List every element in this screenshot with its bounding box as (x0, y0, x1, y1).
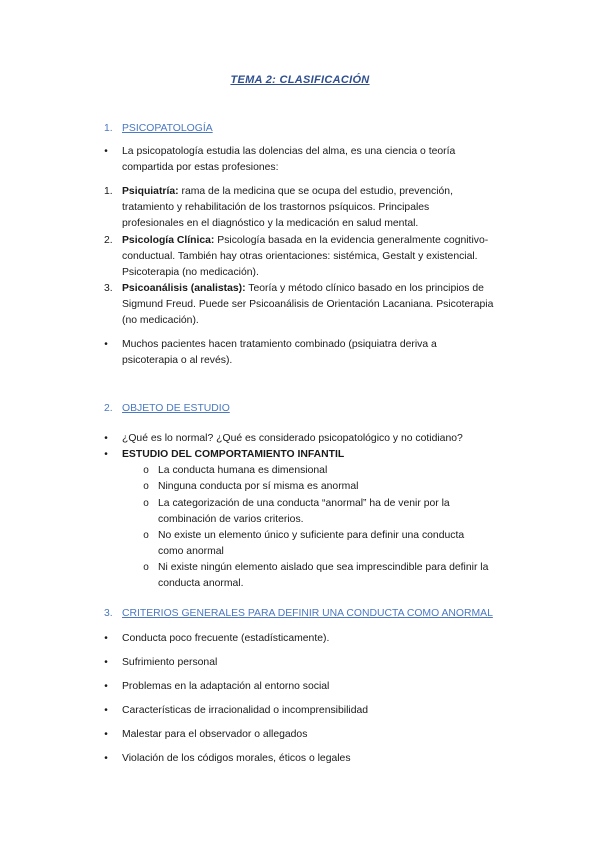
circle-bullet-icon: o (143, 498, 149, 509)
section-label: OBJETO DE ESTUDIO (122, 403, 230, 414)
section-number: 2. (104, 403, 113, 414)
text-line: (no medicación). (122, 315, 199, 326)
text-line: Violación de los códigos morales, éticos o legales (122, 753, 351, 764)
section-number: 3. (104, 608, 113, 619)
text-line: La conducta humana es dimensional (158, 465, 328, 476)
page-title: TEMA 2: CLASIFICACIÓN (230, 74, 370, 86)
item-text: Psicología basada en la evidencia generalmente cognitivo- (214, 235, 489, 246)
item-text: Teoría y método clínico basado en los principios de (245, 283, 484, 294)
item-number: 2. (104, 235, 113, 246)
bullet-icon: • (104, 681, 108, 692)
bullet-icon: • (104, 657, 108, 668)
text-line: Ni existe ningún elemento aislado que sea imprescindible para definir la (158, 562, 489, 573)
bullet-icon: • (104, 433, 108, 444)
text-line: No existe un elemento único y suficiente para definir una conducta (158, 530, 465, 541)
bullet-icon: • (104, 146, 108, 157)
bullet-icon: • (104, 729, 108, 740)
text-line: Conducta poco frecuente (estadísticamente). (122, 633, 330, 644)
bullet-icon: • (104, 339, 108, 350)
text-line: Sigmund Freud. Puede ser Psicoanálisis de Orientación Lacaniana. Psicoterapia (122, 299, 494, 310)
text-line: ¿Qué es lo normal? ¿Qué es considerado psicopatológico y no cotidiano? (122, 433, 463, 444)
item-term: Psicología Clínica: (122, 235, 215, 246)
text-line: ESTUDIO DEL COMPORTAMIENTO INFANTIL (122, 449, 345, 460)
section-label: CRITERIOS GENERALES PARA DEFINIR UNA CONDUCTA COMO ANORMAL (122, 608, 493, 619)
item-text: rama de la medicina que se ocupa del estudio, prevención, (178, 186, 453, 197)
text-line: Muchos pacientes hacen tratamiento combinado (psiquiatra deriva a (122, 339, 437, 350)
text-line: combinación de varios criterios. (158, 514, 304, 525)
text-line: conducta anormal. (158, 578, 244, 589)
text-line: La categorización de una conducta “anormal” ha de venir por la (158, 498, 450, 509)
circle-bullet-icon: o (143, 481, 149, 492)
text-line: Ninguna conducta por sí misma es anormal (158, 481, 359, 492)
bullet-icon: • (104, 753, 108, 764)
text-line: compartida por estas profesiones: (122, 162, 279, 173)
text-line: Sufrimiento personal (122, 657, 218, 668)
section-label: PSICOPATOLOGÍA (122, 123, 213, 134)
circle-bullet-icon: o (143, 465, 149, 476)
text-line: Psicoterapia (no medicación). (122, 267, 259, 278)
item-number: 1. (104, 186, 113, 197)
text-line: La psicopatología estudia las dolencias del alma, es una ciencia o teoría (122, 146, 456, 157)
item-term: Psiquiatría: (122, 186, 179, 197)
bullet-icon: • (104, 449, 108, 460)
text-line: como anormal (158, 546, 224, 557)
item-term: Psicoanálisis (analistas): (122, 283, 246, 294)
text-line: psicoterapia o al revés). (122, 355, 233, 366)
bullet-icon: • (104, 633, 108, 644)
text-line: Malestar para el observador o allegados (122, 729, 308, 740)
bullet-icon: • (104, 705, 108, 716)
text-line: Características de irracionalidad o incomprensibilidad (122, 705, 369, 716)
text-line: conductual. También hay otras orientaciones: sistémica, Gestalt y existencial. (122, 251, 478, 262)
circle-bullet-icon: o (143, 562, 149, 573)
text-line: profesionales en el diagnóstico y la medicación en salud mental. (122, 218, 419, 229)
text-line: Problemas en la adaptación al entorno social (122, 681, 330, 692)
section-number: 1. (104, 123, 113, 134)
circle-bullet-icon: o (143, 530, 149, 541)
item-number: 3. (104, 283, 113, 294)
text-line: tratamiento y rehabilitación de los trastornos psíquicos. Principales (122, 202, 430, 213)
